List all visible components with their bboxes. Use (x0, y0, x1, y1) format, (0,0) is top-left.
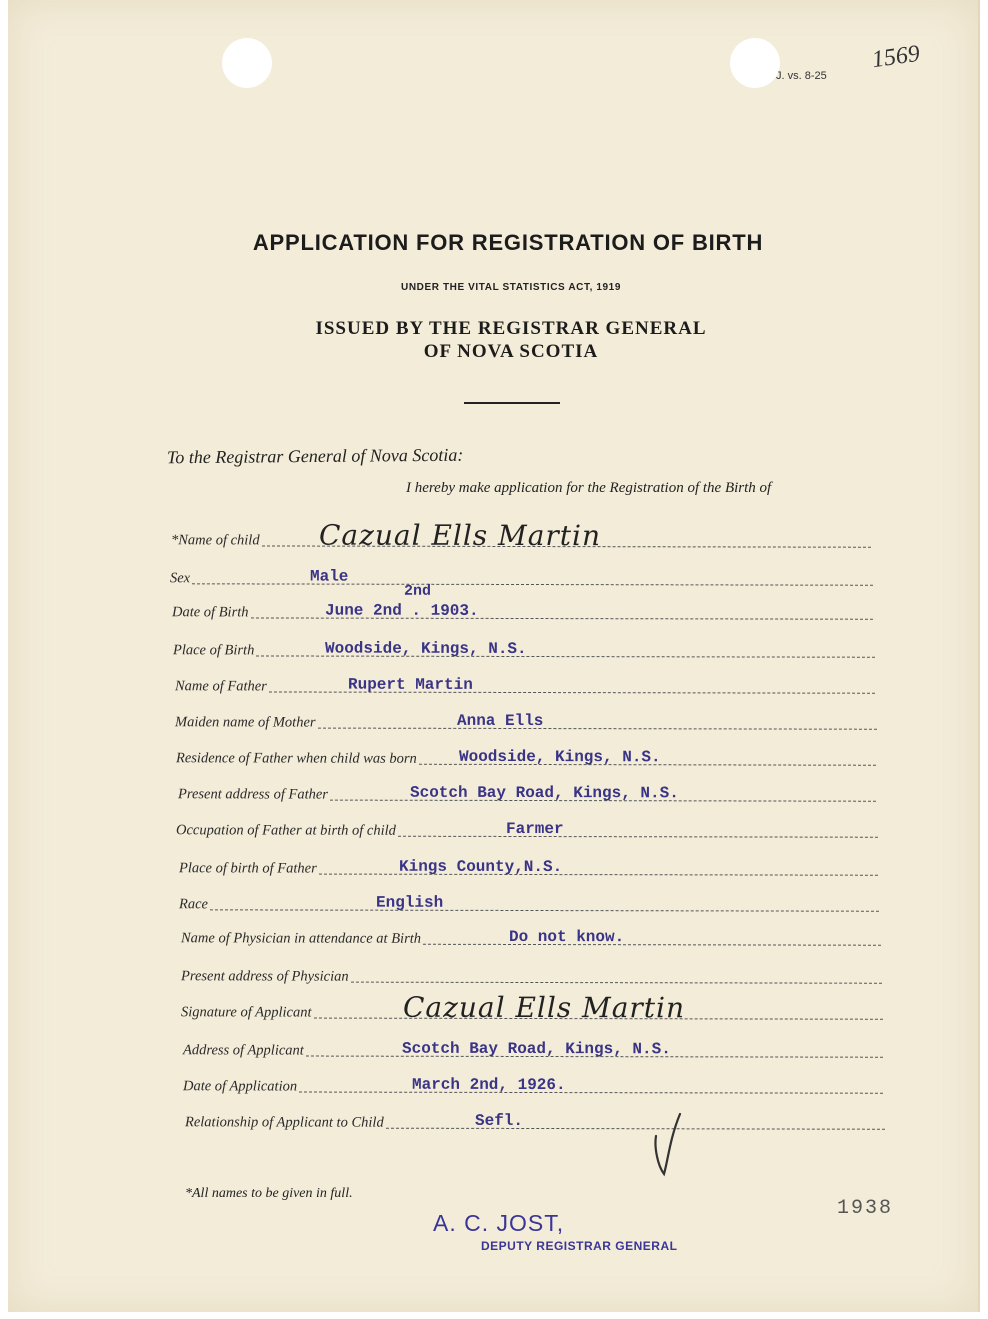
form-subtitle: UNDER THE VITAL STATISTICS ACT, 1919 (401, 282, 621, 293)
issuer-line-2: OF NOVA SCOTIA (423, 341, 599, 362)
field-value: Do not know. (508, 927, 625, 947)
field-row (173, 637, 875, 660)
field-value: Kings County,N.S. (398, 857, 563, 877)
field-label: Race (178, 896, 208, 913)
field-label: Date of Birth (171, 604, 249, 621)
field-underline (210, 909, 879, 911)
field-row (183, 1037, 883, 1060)
field-row (170, 565, 873, 588)
salutation: To the Registrar General of Nova Scotia: (166, 444, 464, 468)
field-value: Farmer (505, 819, 564, 839)
field-underline (423, 944, 881, 946)
file-number: 1569 (870, 40, 922, 74)
field-label: Sex (169, 570, 191, 587)
field-value: Woodside, Kings, N.S. (324, 639, 527, 659)
field-underline (351, 982, 882, 984)
field-row (178, 781, 876, 804)
field-label: Name of Father (174, 678, 267, 695)
field-underline (192, 583, 873, 585)
field-value: June 2nd . 1903. (324, 601, 479, 620)
field-label: Place of Birth (172, 642, 255, 659)
field-underline (299, 1092, 883, 1094)
title-divider (464, 402, 560, 404)
year-stamp: 1938 (837, 1197, 894, 1220)
punch-hole-right (730, 38, 780, 88)
field-value: Woodside, Kings, N.S. (458, 747, 661, 767)
field-label: Occupation of Father at birth of child (175, 822, 396, 839)
field-row (170, 518, 871, 553)
field-label: Address of Applicant (182, 1042, 304, 1059)
birth-application-form (8, 0, 980, 1312)
field-value: Scotch Bay Road, Kings, N.S. (401, 1039, 671, 1059)
field-label: Date of Application (182, 1078, 298, 1095)
field-row (176, 745, 876, 768)
pencil-check-mark (650, 1108, 690, 1178)
field-row (183, 1073, 883, 1096)
form-code: J. vs. 8-25 (776, 70, 827, 82)
field-value: English (375, 893, 444, 912)
field-value: Scotch Bay Road, Kings, N.S. (409, 783, 679, 803)
punch-hole-left (222, 38, 272, 88)
form-title: APPLICATION FOR REGISTRATION OF BIRTH (252, 230, 764, 255)
field-value: March 2nd, 1926. (411, 1075, 566, 1095)
registrar-stamp-name: A. C. JOST, (433, 1210, 565, 1236)
footnote: *All names to be given in full. (185, 1186, 353, 1201)
field-underline (386, 1128, 885, 1130)
field-row (179, 855, 878, 878)
field-label: Residence of Father when child was born (175, 750, 417, 767)
issuer-line-1: ISSUED BY THE REGISTRAR GENERAL (315, 318, 707, 339)
field-value: Male (309, 567, 349, 586)
field-row (181, 963, 882, 986)
field-underline (398, 836, 878, 838)
field-row (181, 925, 881, 948)
field-row (171, 582, 873, 622)
handwritten-signature: Cazual Ells Martin (402, 990, 686, 1025)
field-label: Maiden name of Mother (174, 714, 316, 731)
field-value: Rupert Martin (347, 675, 473, 694)
field-value: Sefl. (474, 1111, 524, 1130)
field-label: Relationship of Applicant to Child (184, 1114, 384, 1131)
handwritten-signature: Cazual Ells Martin (318, 518, 602, 553)
field-label: Name of Physician in attendance at Birth (180, 930, 422, 947)
field-label: Place of birth of Father (178, 860, 317, 877)
field-label: *Name of child (170, 532, 260, 549)
field-row (175, 673, 875, 696)
field-row (175, 709, 877, 732)
field-row (185, 1109, 885, 1132)
field-row (180, 990, 883, 1025)
field-row (179, 891, 879, 914)
field-row (176, 817, 878, 840)
field-label: Present address of Father (177, 786, 328, 803)
intro-text: I hereby make application for the Registration of the Birth of (406, 480, 772, 496)
registrar-stamp-title: DEPUTY REGISTRAR GENERAL (481, 1239, 678, 1253)
field-label: Signature of Applicant (180, 1004, 312, 1021)
field-label: Present address of Physician (180, 968, 349, 985)
field-underline (318, 728, 877, 730)
field-value-correction: 2nd (404, 582, 432, 600)
field-value: Anna Ells (456, 711, 544, 731)
